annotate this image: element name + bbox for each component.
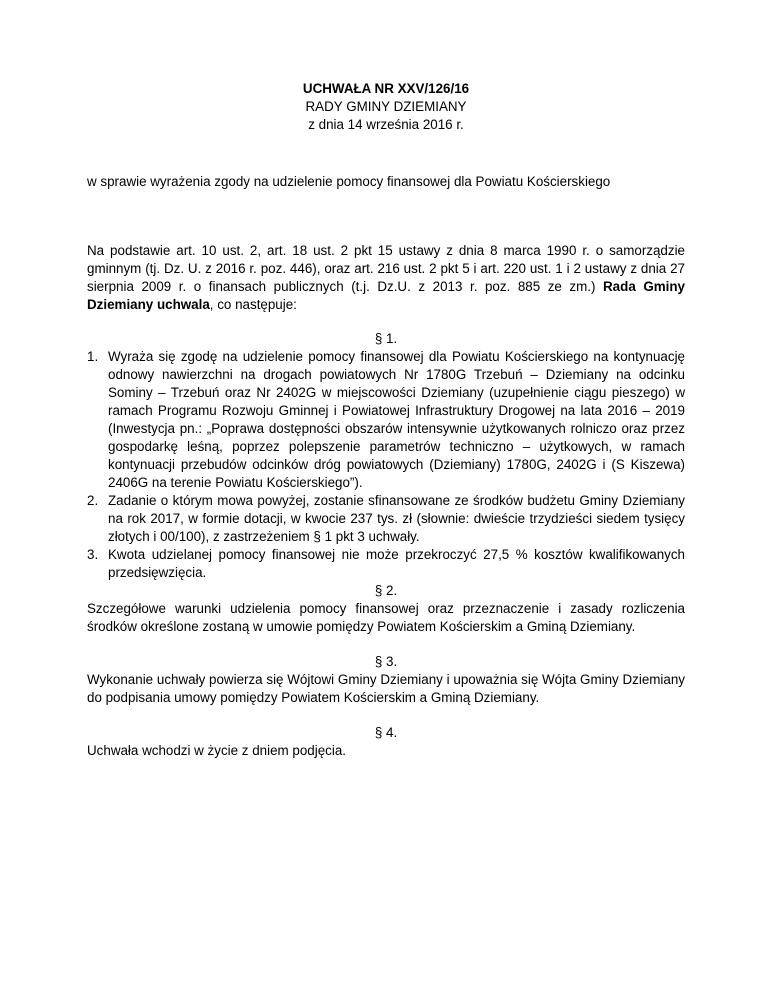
legal-basis-tail: , co następuje: — [209, 297, 297, 312]
section-2-text: Szczegółowe warunki udzielenia pomocy finansowej oraz przeznaczenie i zasady rozliczenia środków określone zostaną w umowie pomiędzy Powiatem Kościerskim a Gminą Dziemiany. — [87, 601, 685, 634]
section-1-heading: § 1. — [374, 331, 398, 346]
section-2-heading: § 2. — [374, 583, 398, 598]
point-text: Zadanie o którym mowa powyżej, zostanie sfinansowane ze środków budżetu Gminy Dziemiany na rok 2017, w formie dotacji, w kwocie 237 tys. zł (słownie: dwieście trzydzieści siedem tysięcy złotych i 00/100), z zastrzeżeniem § 1 pkt 3 uchwały. — [108, 493, 685, 544]
document-header — [87, 80, 685, 134]
resolution-subject: w sprawie wyrażenia zgody na udzielenie pomocy finansowej dla Powiatu Kościerskiego — [87, 174, 611, 189]
section-1-body — [87, 348, 685, 582]
section-4-text: Uchwała wchodzi w życie z dniem podjęcia. — [87, 743, 346, 758]
section-1-points — [87, 348, 685, 582]
legal-basis — [87, 242, 685, 314]
issuing-body: RADY GMINY DZIEMIANY — [305, 99, 467, 114]
point-number: 2. — [87, 493, 99, 508]
legal-basis-text: Na podstawie art. 10 ust. 2, art. 18 ust. 2 pkt 15 ustawy z dnia 8 marca 1990 r. o samorządzie gminnym (tj. Dz. U. z 2016 r. poz. 446), oraz art. 216 ust. 2 pkt 5 i art. 220 ust. 1 i 2 ustawy z dnia 27 sierpnia 2009 r. o finansach publicznych (t.j. Dz.U. z 2013 r. poz. 885 ze zm.) — [87, 243, 685, 294]
list-item — [87, 348, 685, 492]
section-4-heading: § 4. — [374, 725, 398, 740]
section-3-heading: § 3. — [374, 654, 398, 669]
resolution-title: UCHWAŁA NR XXV/126/16 — [302, 81, 470, 96]
point-text: Kwota udzielanej pomocy finansowej nie może przekroczyć 27,5 % kosztów kwalifikowanych przedsięwzięcia. — [108, 547, 685, 580]
resolution-date: z dnia 14 września 2016 r. — [308, 117, 464, 132]
point-number: 3. — [87, 547, 99, 562]
point-number: 1. — [87, 349, 99, 364]
list-item — [87, 546, 685, 582]
section-3-text: Wykonanie uchwały powierza się Wójtowi Gminy Dziemiany i upoważnia się Wójta Gminy Dziemiany do podpisania umowy pomiędzy Powiatem Kościerskim a Gminą Dziemiany. — [87, 672, 685, 705]
list-item — [87, 492, 685, 546]
point-text: Wyraża się zgodę na udzielenie pomocy finansowej dla Powiatu Kościerskiego na kontynuację odnowy nawierzchni na drogach powiatowych Nr 1780G Trzebuń – Dziemiany na odcinku Sominy – Trzebuń oraz Nr 2402G w miejscowości Dziemiany (uzupełnienie ciągu pieszego) w ramach Programu Rozwoju Gminnej i Powiatowej Infrastruktury Drogowej na lata 2016 – 2019 (Inwestycja pn.: „Poprawa dostępności obszarów intensywnie użytkowanych rolniczo oraz przez gospodarkę leśną, poprzez polepszenie parametrów techniczno – użytkowych, w ramach kontynuacji przebudów odcinków dróg powiatowych (Dziemiany) 1780G, 2402G i (S Kiszewa) 2406G na terenie Powiatu Kościerskiego”). — [108, 349, 685, 490]
legal-basis-bold: Rada Gminy Dziemiany uchwala — [87, 279, 685, 312]
